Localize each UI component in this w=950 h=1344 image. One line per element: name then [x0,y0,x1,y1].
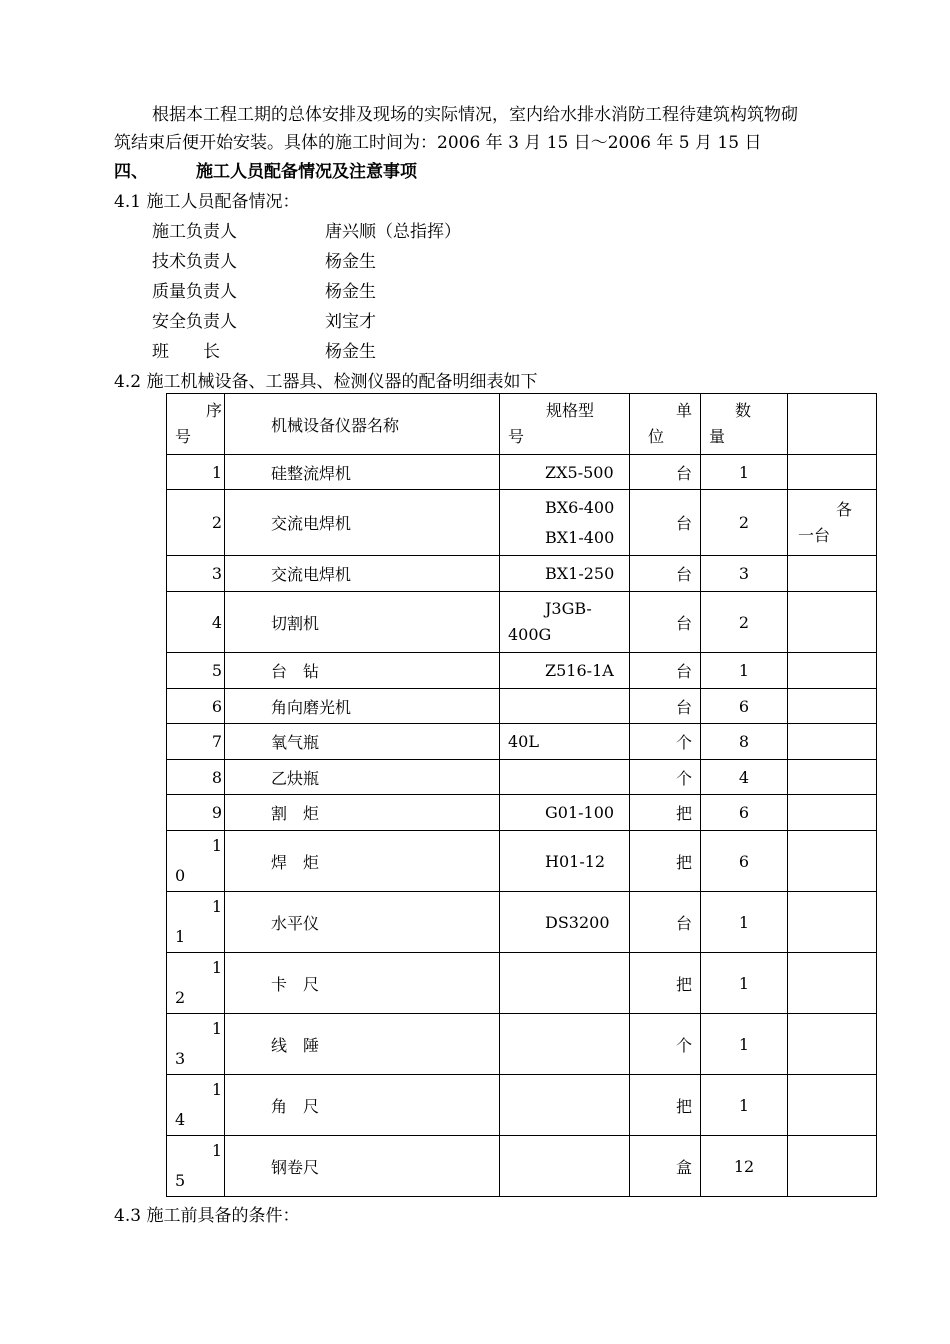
row-no-b: 3 [175,1049,186,1068]
row-no-a: 1 [211,1141,222,1160]
row-unit: 把 [630,831,701,892]
row-qty: 6 [701,831,788,892]
row-no: 1 [167,455,225,490]
row-spec [500,1136,630,1197]
row-spec [500,1075,630,1136]
row-unit: 个 [630,1014,701,1075]
header-spec-a: 规格型 [546,401,595,420]
row-no-b: 5 [175,1171,186,1190]
staff-role: 班 长 [152,342,220,362]
row-qty: 1 [701,892,788,953]
row-note [788,1136,877,1197]
row-note [788,760,877,795]
header-spec-b: 号 [508,427,525,446]
row-note [788,490,877,556]
row-no: 3 [167,556,225,592]
row-note [788,455,877,490]
row-qty: 1 [701,953,788,1014]
header-unit-b: 位 [648,427,665,446]
row-no: 7 [167,724,225,760]
row-qty: 3 [701,556,788,592]
row-unit: 把 [630,953,701,1014]
row-spec [500,953,630,1014]
table-row [167,831,877,892]
row-unit: 把 [630,1075,701,1136]
row-unit: 把 [630,795,701,831]
table-row [167,556,877,592]
row-name: 氧气瓶 [225,724,500,760]
section-4-1-heading: 4.1 施工人员配备情况： [114,192,300,212]
row-unit: 台 [630,892,701,953]
row-note [788,724,877,760]
row-no-b: 0 [175,866,186,885]
staff-name: 刘宝才 [325,312,376,332]
header-unit-a: 单 [675,401,692,420]
row-no-b: 2 [175,988,186,1007]
row-no-b: 4 [175,1110,186,1129]
row-unit: 台 [630,592,701,653]
row-qty: 1 [701,1014,788,1075]
row-no [167,953,225,1014]
table-row [167,953,877,1014]
staff-name: 杨金生 [325,252,376,272]
row-name: 线 陲 [225,1014,500,1075]
staff-role: 安全负责人 [152,312,237,332]
row-no-a: 1 [211,958,222,977]
table-row [167,724,877,760]
row-no: 2 [167,490,225,556]
section-4-2-heading: 4.2 施工机械设备、工器具、检测仪器的配备明细表如下 [114,372,538,392]
header-no-a: 序 [205,401,222,420]
row-name: 卡 尺 [225,953,500,1014]
equipment-table [166,393,877,1197]
row-name: 台 钻 [225,653,500,689]
row-unit: 台 [630,556,701,592]
row-note [788,892,877,953]
header-note [788,394,877,455]
intro-line-2: 筑结束后便开始安装。具体的施工时间为：2006 年 3 月 15 日～2006 年 5 月 15 日 [114,133,762,153]
row-spec [500,689,630,724]
row-no [167,1014,225,1075]
row-name: 水平仪 [225,892,500,953]
table-row [167,795,877,831]
row-unit: 个 [630,724,701,760]
row-spec-line-2: 400G [508,625,552,644]
header-name: 机械设备仪器名称 [225,394,500,455]
row-no [167,1075,225,1136]
row-spec-line-1: BX6-400 [545,497,615,517]
row-note-b: 一台 [798,525,831,545]
staff-role: 技术负责人 [152,252,237,272]
row-spec [500,760,630,795]
row-name: 乙炔瓶 [225,760,500,795]
row-name: 焊 炬 [225,831,500,892]
row-note [788,953,877,1014]
section-4-title: 施工人员配备情况及注意事项 [196,162,417,182]
row-spec [500,1014,630,1075]
row-no-a: 1 [211,836,222,855]
row-no: 4 [167,592,225,653]
row-name: 割 炬 [225,795,500,831]
row-spec [500,490,630,556]
header-no [167,394,225,455]
row-spec: ZX5-500 [500,455,630,490]
row-qty: 4 [701,760,788,795]
row-name: 交流电焊机 [225,490,500,556]
header-qty-a: 数 [735,401,752,420]
staff-role: 质量负责人 [152,282,237,302]
header-unit [630,394,701,455]
row-qty: 2 [701,490,788,556]
table-row [167,1075,877,1136]
row-no-a: 1 [211,1019,222,1038]
header-qty-b: 量 [709,427,726,446]
row-unit: 个 [630,760,701,795]
row-spec: 40L [500,724,630,760]
row-unit: 台 [630,689,701,724]
section-4-number: 四、 [114,162,148,182]
row-unit: 台 [630,455,701,490]
header-spec [500,394,630,455]
header-no-b: 号 [175,427,192,446]
row-name: 角 尺 [225,1075,500,1136]
table-row [167,689,877,724]
row-name: 切割机 [225,592,500,653]
row-note [788,1014,877,1075]
table-row [167,1014,877,1075]
row-spec: Z516-1A [500,653,630,689]
row-spec: DS3200 [500,892,630,953]
row-no-a: 1 [211,1080,222,1099]
row-qty: 6 [701,795,788,831]
row-note [788,831,877,892]
row-note [788,653,877,689]
intro-line-1: 根据本工程工期的总体安排及现场的实际情况，室内给水排水消防工程待建筑构筑物砌 [152,105,798,125]
row-name: 交流电焊机 [225,556,500,592]
row-spec: BX1-250 [500,556,630,592]
row-note [788,1075,877,1136]
row-no: 9 [167,795,225,831]
row-spec: H01-12 [500,831,630,892]
staff-name: 唐兴顺（总指挥） [325,222,461,242]
row-no-a: 1 [211,897,222,916]
row-no [167,1136,225,1197]
header-qty [701,394,788,455]
row-no [167,892,225,953]
staff-name: 杨金生 [325,342,376,362]
row-spec: G01-100 [500,795,630,831]
row-name: 钢卷尺 [225,1136,500,1197]
table-row [167,592,877,653]
table-row [167,455,877,490]
row-qty: 2 [701,592,788,653]
row-note-a: 各 [836,499,853,519]
table-row [167,653,877,689]
row-no-b: 1 [175,927,186,946]
row-no: 6 [167,689,225,724]
row-spec-line-1: J3GB- [545,599,592,618]
row-unit: 台 [630,490,701,556]
row-qty: 1 [701,653,788,689]
row-qty: 12 [701,1136,788,1197]
row-no: 5 [167,653,225,689]
table-row [167,760,877,795]
row-no: 8 [167,760,225,795]
row-note [788,689,877,724]
row-qty: 1 [701,455,788,490]
row-name: 硅整流焊机 [225,455,500,490]
staff-name: 杨金生 [325,282,376,302]
table-row [167,1136,877,1197]
row-qty: 8 [701,724,788,760]
row-note [788,592,877,653]
row-note [788,556,877,592]
table-row [167,892,877,953]
section-4-3-heading: 4.3 施工前具备的条件： [114,1206,300,1226]
table-row [167,490,877,556]
row-spec-line-2: BX1-400 [545,527,615,547]
table-header-row [167,394,877,455]
staff-role: 施工负责人 [152,222,237,242]
row-qty: 1 [701,1075,788,1136]
row-name: 角向磨光机 [225,689,500,724]
row-qty: 6 [701,689,788,724]
row-no [167,831,225,892]
row-unit: 台 [630,653,701,689]
row-note [788,795,877,831]
row-unit: 盒 [630,1136,701,1197]
row-spec [500,592,630,653]
